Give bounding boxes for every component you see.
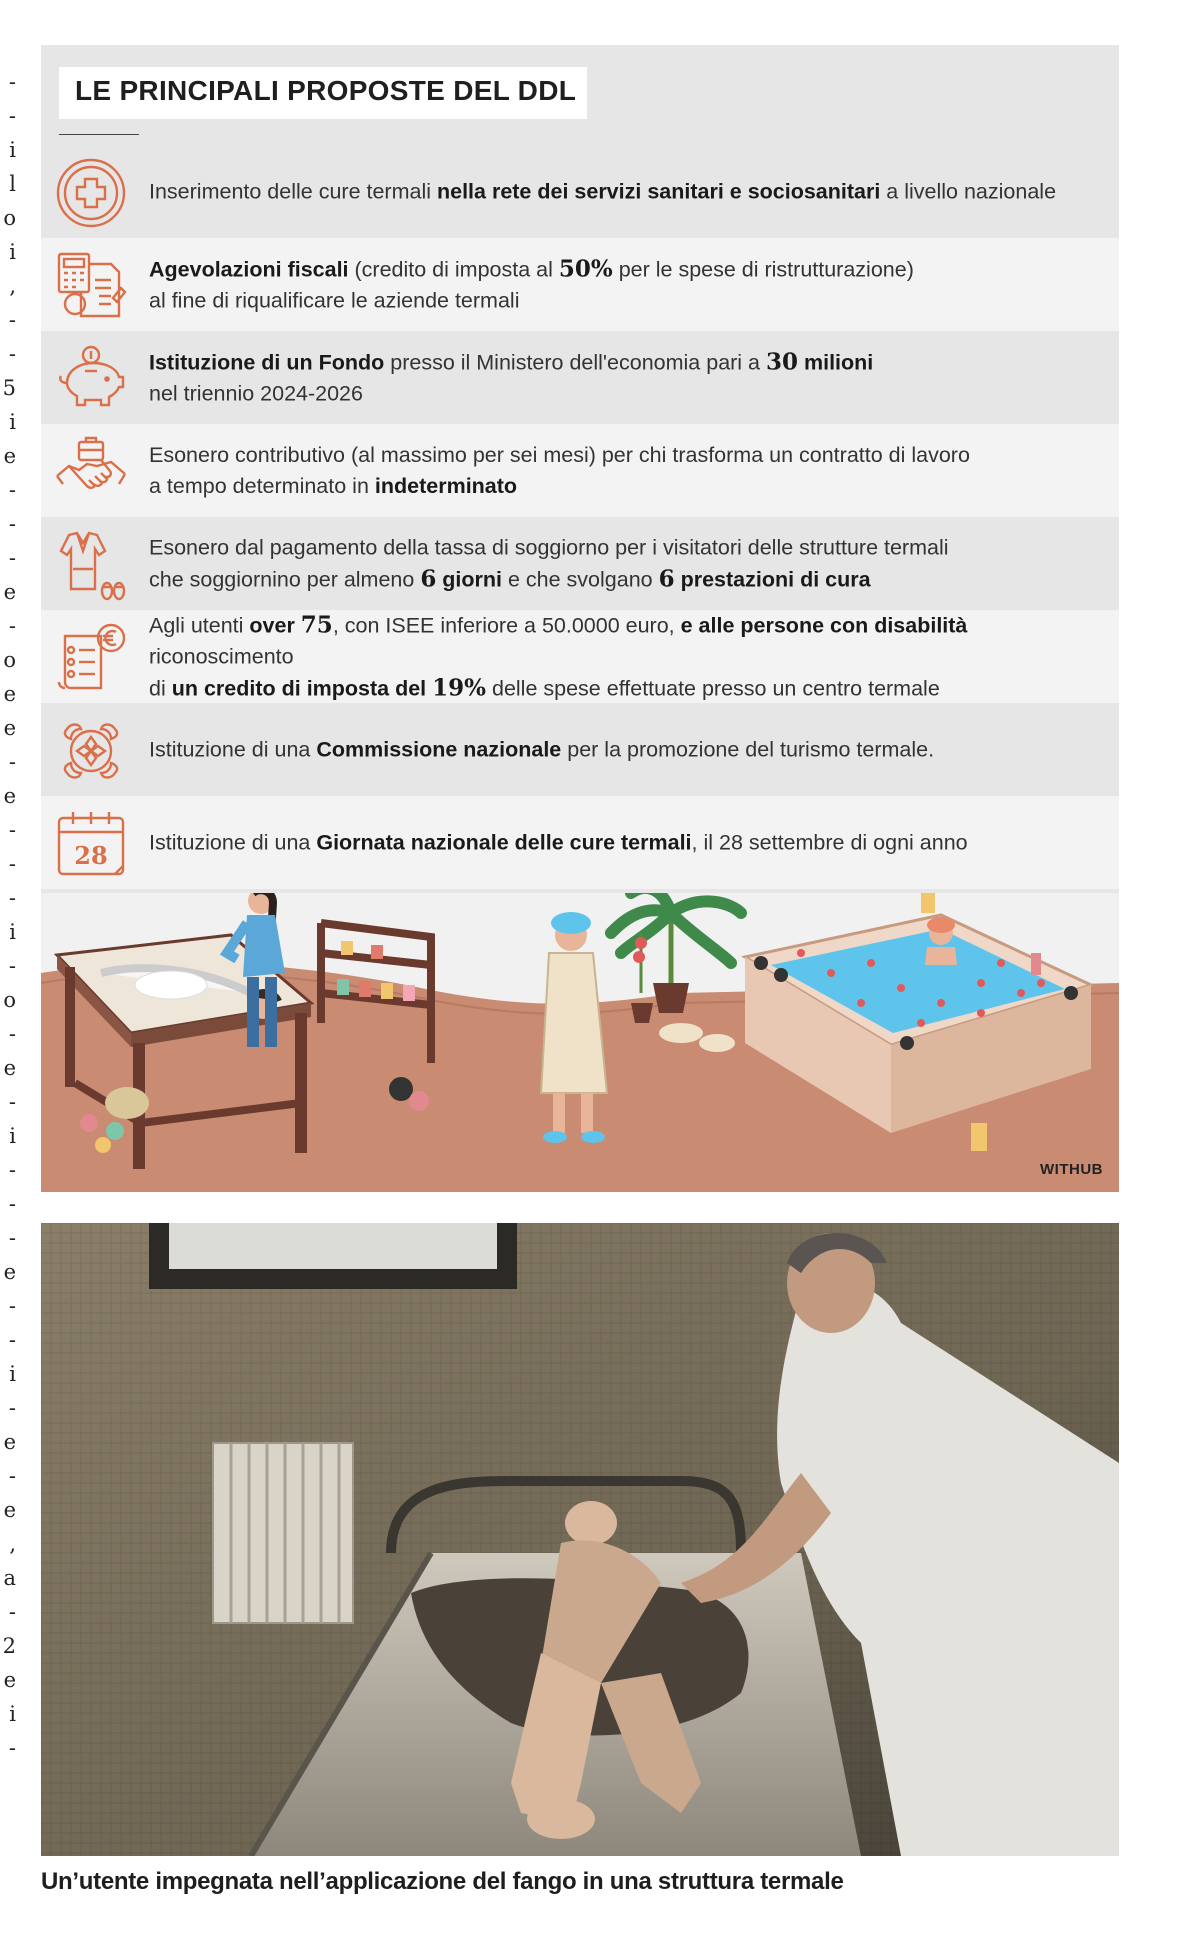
proposal-row-7 [41,703,1119,796]
adjacent-column-glyph: - [8,104,16,128]
adjacent-column-glyph: - [8,614,16,638]
adjacent-column-glyph: e [3,716,16,740]
adjacent-column-glyph: - [8,750,16,774]
euro-receipt-icon [55,622,127,694]
adjacent-column-glyph: - [8,954,16,978]
proposal-text-segment: 30 [766,348,799,375]
adjacent-column-glyph: l [9,172,16,196]
adjacent-column-glyph: - [8,342,16,366]
proposal-text-6 [149,609,1109,704]
proposal-text-1 [149,176,1109,207]
adjacent-column-glyph: i [9,1702,16,1726]
adjacent-column-glyph: e [3,682,16,706]
adjacent-column-glyph: i [9,920,16,944]
proposal-text-segment: Agevolazioni fiscali [149,257,349,281]
adjacent-column-glyph: - [8,886,16,910]
proposal-text-4 [149,440,1109,502]
adjacent-column-glyph: i [9,1362,16,1386]
proposal-text-segment: Esonero contributivo (al massimo per sei mesi) per chi trasforma un contratto di lavoro [149,442,970,467]
adjacent-column-glyph: a [3,1566,16,1590]
infographic-panel [41,45,1119,1192]
title-underline [59,134,139,135]
proposal-text-segment: presso il Ministero dell'economia pari a [384,350,766,374]
proposal-text-5 [149,532,1109,595]
adjacent-column-glyph: - [8,1022,16,1046]
adjacent-column-text [0,70,18,1870]
mud-therapy-photo [41,1223,1119,1856]
adjacent-column-glyph: 2 [2,1634,16,1658]
proposal-text-segment: Istituzione di una [149,830,317,854]
adjacent-column-glyph: - [8,512,16,536]
adjacent-column-glyph: - [8,818,16,842]
proposal-text-segment: e alle persone con disabilità [680,613,968,637]
calendar-day-number: 28 [74,841,108,870]
adjacent-column-glyph: o [3,988,16,1012]
proposal-text-segment: 6 [420,565,437,592]
adjacent-column-glyph: i [9,1124,16,1148]
proposal-text-segment: per la promozione del turismo termale. [561,737,935,761]
illustration-credit: WITHUB [1040,1161,1103,1178]
adjacent-column-glyph: i [9,410,16,434]
adjacent-column-glyph: - [8,1090,16,1114]
proposal-row-3 [41,331,1119,424]
proposal-text-segment: 50% [558,255,613,282]
photo-caption: Un’utente impegnata nell’applicazione del fango in una struttura termale [41,1868,844,1895]
proposal-text-segment: Agli utenti [149,613,250,637]
adjacent-column-glyph: - [8,852,16,876]
proposal-text-segment: riconoscimento [149,644,294,668]
proposal-text-segment: giorni [436,567,503,591]
proposal-text-segment: 75 [300,611,333,638]
proposal-row-4 [41,424,1119,517]
proposal-text-segment: milioni [798,350,874,374]
proposal-text-segment: , con ISEE inferiore a 50.0000 euro, [332,613,681,637]
adjacent-column-glyph: - [8,70,16,94]
adjacent-column-glyph: o [3,648,16,672]
proposal-text-segment: Inserimento delle cure termali [149,179,437,203]
proposal-text-segment: di [149,676,172,700]
proposal-row-6 [41,610,1119,703]
proposal-text-segment: Commissione nazionale [316,737,562,761]
adjacent-column-glyph: - [8,1328,16,1352]
adjacent-column-glyph: e [3,1056,16,1080]
proposal-text-segment: over [249,613,301,637]
adjacent-column-glyph: - [8,1464,16,1488]
proposal-text-segment: 6 [658,565,675,592]
adjacent-column-glyph: e [3,444,16,468]
proposal-text-segment: prestazioni di cura [674,567,871,591]
proposal-text-segment: nel triennio 2024-2026 [149,381,363,405]
adjacent-column-glyph: - [8,478,16,502]
proposal-text-segment: al fine di riqualificare le aziende termali [149,288,520,312]
proposal-text-segment: nella rete dei servizi sanitari e sociosanitari [436,179,881,203]
adjacent-column-glyph: e [3,784,16,808]
adjacent-column-glyph: e [3,1260,16,1284]
proposal-text-segment: un credito di imposta del [171,676,433,700]
adjacent-column-glyph: e [3,1430,16,1454]
adjacent-column-glyph: e [3,580,16,604]
adjacent-column-glyph: i [9,240,16,264]
spa-illustration [41,893,1119,1192]
proposal-row-8 [41,796,1119,889]
piggy-bank-icon [55,343,127,415]
adjacent-column-glyph: e [3,1498,16,1522]
proposal-row-5 [41,517,1119,610]
proposal-row-2 [41,238,1119,331]
adjacent-column-glyph: i [9,138,16,162]
spa-stones-icon [55,715,127,787]
calendar-icon [55,808,127,880]
infographic-title: LE PRINCIPALI PROPOSTE DEL DDL [75,75,577,106]
proposal-text-segment: indeterminato [374,473,518,498]
adjacent-column-glyph: - [8,1158,16,1182]
adjacent-column-glyph: 5 [2,376,16,400]
adjacent-column-glyph: - [8,1736,16,1760]
adjacent-column-glyph: , [9,274,16,298]
proposal-text-segment: , il 28 settembre di ogni anno [691,830,968,854]
proposal-text-segment: per le spese di ristrutturazione) [612,257,914,281]
proposal-text-segment: che soggiornino per almeno [149,567,421,591]
adjacent-column-glyph: - [8,1226,16,1250]
proposal-text-segment: e che svolgano [502,567,659,591]
adjacent-column-glyph: - [8,1396,16,1420]
proposal-text-segment: delle spese effettuate presso un centro termale [486,676,940,700]
bathrobe-slippers-icon [55,529,127,601]
adjacent-column-glyph: e [3,1668,16,1692]
adjacent-column-glyph: o [3,206,16,230]
proposal-text-2 [149,253,1109,316]
proposal-text-7 [149,734,1109,765]
calculator-document-icon [55,250,127,322]
proposal-text-segment: a livello nazionale [880,179,1057,203]
proposal-text-segment: a tempo determinato in [149,473,375,498]
proposal-text-segment: 19% [432,674,487,701]
adjacent-column-glyph: - [8,1294,16,1318]
proposal-text-segment: Istituzione di un Fondo [149,350,385,374]
handshake-briefcase-icon [55,436,127,508]
adjacent-column-glyph: - [8,546,16,570]
proposal-text-3 [149,346,1109,409]
proposal-text-segment: Esonero dal pagamento della tassa di soggiorno per i visitatori delle strutture termali [149,535,949,559]
proposal-text-segment: (credito di imposta al [348,257,559,281]
adjacent-column-glyph: , [9,1532,16,1556]
proposal-text-segment: Giornata nazionale delle cure termali [316,830,692,854]
proposal-text-8 [149,827,1109,858]
proposal-text-segment: Istituzione di una [149,737,317,761]
adjacent-column-glyph: - [8,308,16,332]
proposal-row-1 [41,145,1119,238]
adjacent-column-glyph: - [8,1600,16,1624]
adjacent-column-glyph: - [8,1192,16,1216]
medical-cross-icon [55,157,127,229]
